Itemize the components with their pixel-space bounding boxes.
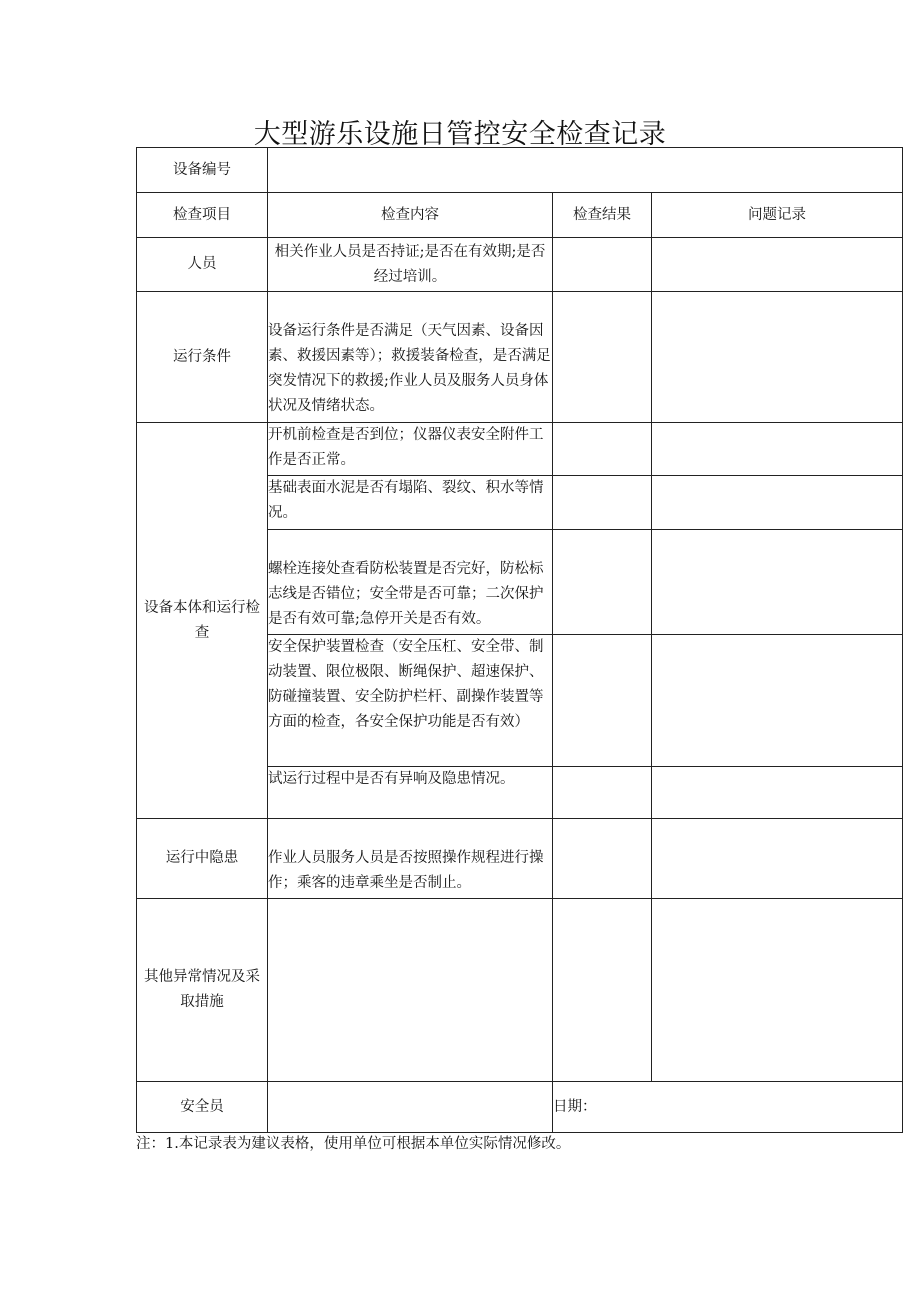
- result-cell[interactable]: [553, 767, 652, 819]
- safety-officer-cell[interactable]: [268, 1082, 553, 1133]
- other-content-cell[interactable]: [268, 899, 553, 1082]
- footnote: 注：1.本记录表为建议表格，使用单位可根据本单位实际情况修改。: [136, 1136, 571, 1152]
- safety-officer-label: 安全员: [137, 1082, 268, 1133]
- conditions-content: 设备运行条件是否满足（天气因素、设备因素、救援因素等）；救援装备检查，是否满足突发情况下的救援;作业人员及服务人员身体状况及情绪状态。: [268, 292, 553, 423]
- page-title: 大型游乐设施日管控安全检查记录: [253, 119, 667, 150]
- inspection-table: [136, 147, 903, 1133]
- record-cell[interactable]: [652, 819, 903, 899]
- record-cell[interactable]: [652, 530, 903, 635]
- body-check-label: 设备本体和运行检查: [137, 423, 268, 819]
- hazard-content: 作业人员服务人员是否按照操作规程进行操作；乘客的违章乘坐是否制止。: [268, 819, 553, 899]
- result-cell[interactable]: [553, 530, 652, 635]
- table-row: [137, 899, 903, 1082]
- record-cell[interactable]: [652, 292, 903, 423]
- record-cell[interactable]: [652, 899, 903, 1082]
- header-row: [137, 193, 903, 238]
- table-row: [137, 238, 903, 292]
- record-cell[interactable]: [652, 476, 903, 530]
- body-check-content-4: 安全保护装置检查（安全压杠、安全带、制动装置、限位极限、断绳保护、超速保护、防碰撞装置、安全防护栏杆、副操作装置等方面的检查，各安全保护功能是否有效）: [268, 635, 553, 767]
- result-cell[interactable]: [553, 819, 652, 899]
- device-number-cell[interactable]: [268, 148, 903, 193]
- result-cell[interactable]: [553, 635, 652, 767]
- body-check-content-2: 基础表面水泥是否有塌陷、裂纹、积水等情况。: [268, 476, 553, 530]
- table-row: [137, 819, 903, 899]
- header-record: 问题记录: [652, 193, 903, 238]
- header-result: 检查结果: [553, 193, 652, 238]
- result-cell[interactable]: [553, 476, 652, 530]
- result-cell[interactable]: [553, 238, 652, 292]
- body-check-content-5: 试运行过程中是否有异响及隐患情况。: [268, 767, 553, 819]
- result-cell[interactable]: [553, 423, 652, 476]
- header-content: 检查内容: [268, 193, 553, 238]
- personnel-content: 相关作业人员是否持证;是否在有效期;是否经过培训。: [268, 238, 553, 292]
- header-item: 检查项目: [137, 193, 268, 238]
- conditions-label: 运行条件: [137, 292, 268, 423]
- table-row: [137, 423, 903, 476]
- hazard-label: 运行中隐患: [137, 819, 268, 899]
- body-check-content-1: 开机前检查是否到位；仪器仪表安全附件工作是否正常。: [268, 423, 553, 476]
- date-label: 日期：: [553, 1098, 597, 1115]
- device-number-label: 设备编号: [137, 148, 268, 193]
- result-cell[interactable]: [553, 292, 652, 423]
- record-cell[interactable]: [652, 767, 903, 819]
- record-cell[interactable]: [652, 238, 903, 292]
- device-number-row: [137, 148, 903, 193]
- date-cell[interactable]: [553, 1082, 903, 1133]
- record-cell[interactable]: [652, 423, 903, 476]
- table-row: [137, 292, 903, 423]
- other-label: 其他异常情况及采取措施: [137, 899, 268, 1082]
- result-cell[interactable]: [553, 899, 652, 1082]
- record-cell[interactable]: [652, 635, 903, 767]
- body-check-content-3: 螺栓连接处查看防松装置是否完好，防松标志线是否错位；安全带是否可靠；二次保护是否有效可靠;急停开关是否有效。: [268, 530, 553, 635]
- personnel-label: 人员: [137, 238, 268, 292]
- footer-row: [137, 1082, 903, 1133]
